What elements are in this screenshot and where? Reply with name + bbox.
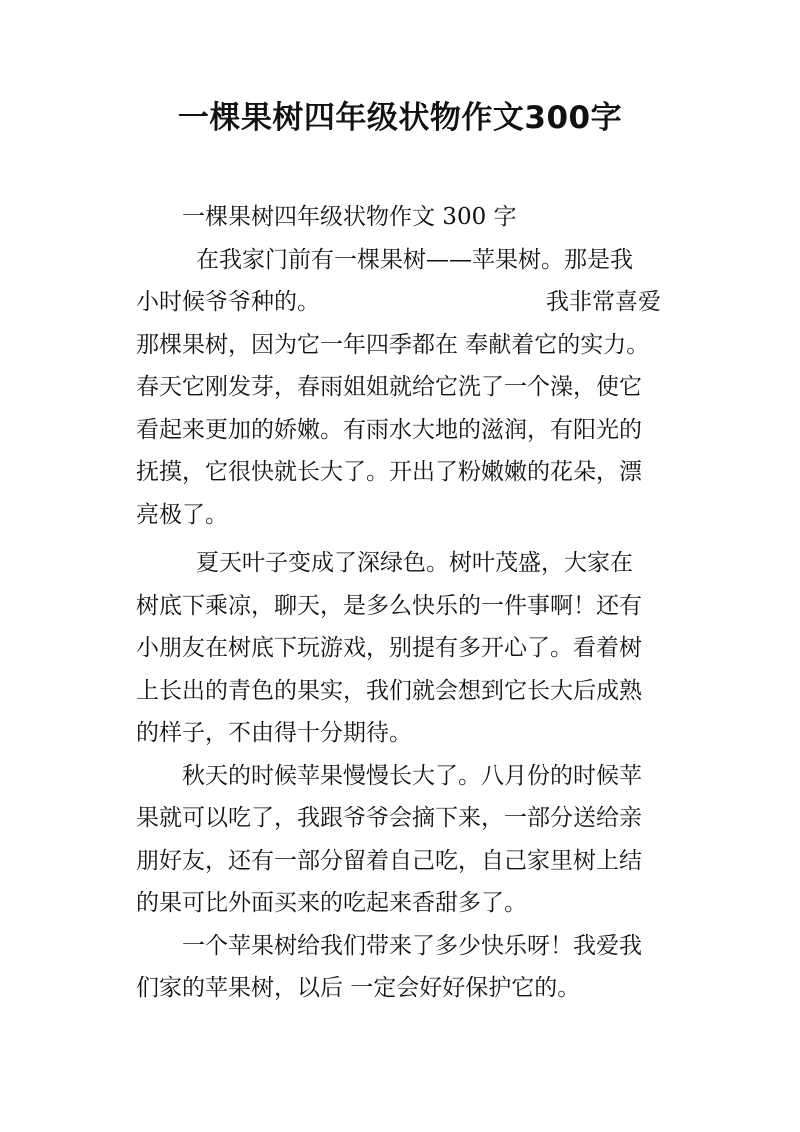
paragraph-3-line-2: 果就可以吃了，我跟爷爷会摘下来，一部分送给亲 [136, 805, 642, 831]
document-body [136, 196, 666, 1010]
paragraph-1-line-2-right: 我非常喜爱 [546, 289, 661, 315]
paragraph-4-line-1: 一个苹果树给我们带来了多少快乐呀！我爱我 [182, 932, 642, 959]
paragraph-2-line-2: 树底下乘凉，聊天，是多么快乐的一件事啊！还有 [136, 592, 642, 619]
document-title: 一棵果树四年级状物作文300字 [177, 100, 623, 136]
paragraph-1-line-7: 亮极了。 [136, 501, 228, 528]
paragraph-1-line-2-left: 小时候爷爷种的。 [136, 289, 320, 315]
paragraph-1-line-1: 在我家门前有一棵果树——苹果树。那是我 [196, 246, 633, 273]
paragraph-2-line-1: 夏天叶子变成了深绿色。树叶茂盛，大家在 [196, 550, 633, 576]
subtitle-line: 一棵果树四年级状物作文 300 字 [182, 204, 517, 230]
paragraph-1-line-6: 抚摸，它很快就长大了。开出了粉嫩嫩的花朵，漂 [136, 459, 642, 485]
paragraph-1-line-3: 那棵果树，因为它一年四季都在 奉献着它的实力。 [136, 331, 650, 358]
paragraph-2-line-4: 上长出的青色的果实，我们就会想到它长大后成熟 [136, 677, 642, 704]
paragraph-2-line-5: 的样子，不由得十分期待。 [136, 720, 412, 746]
paragraph-4-line-2: 们家的苹果树，以后 一定会好好保护它的。 [136, 975, 581, 1001]
paragraph-1-line-5: 看起来更加的娇嫩。有雨水大地的滋润，有阳光的 [136, 416, 642, 443]
paragraph-3-line-3: 朋好友，还有一部分留着自己吃，自己家里树上结 [136, 847, 642, 874]
paragraph-3-line-4: 的果可比外面买来的吃起来香甜多了。 [136, 890, 527, 916]
paragraph-2-line-3: 小朋友在树底下玩游戏，别提有多开心了。看着树 [136, 635, 642, 661]
paragraph-1-line-2 [136, 281, 666, 324]
paragraph-1-line-4: 春天它刚发芽，春雨姐姐就给它洗了一个澡，使它 [136, 374, 642, 400]
paragraph-3-line-1: 秋天的时候苹果慢慢长大了。八月份的时候苹 [182, 762, 642, 789]
